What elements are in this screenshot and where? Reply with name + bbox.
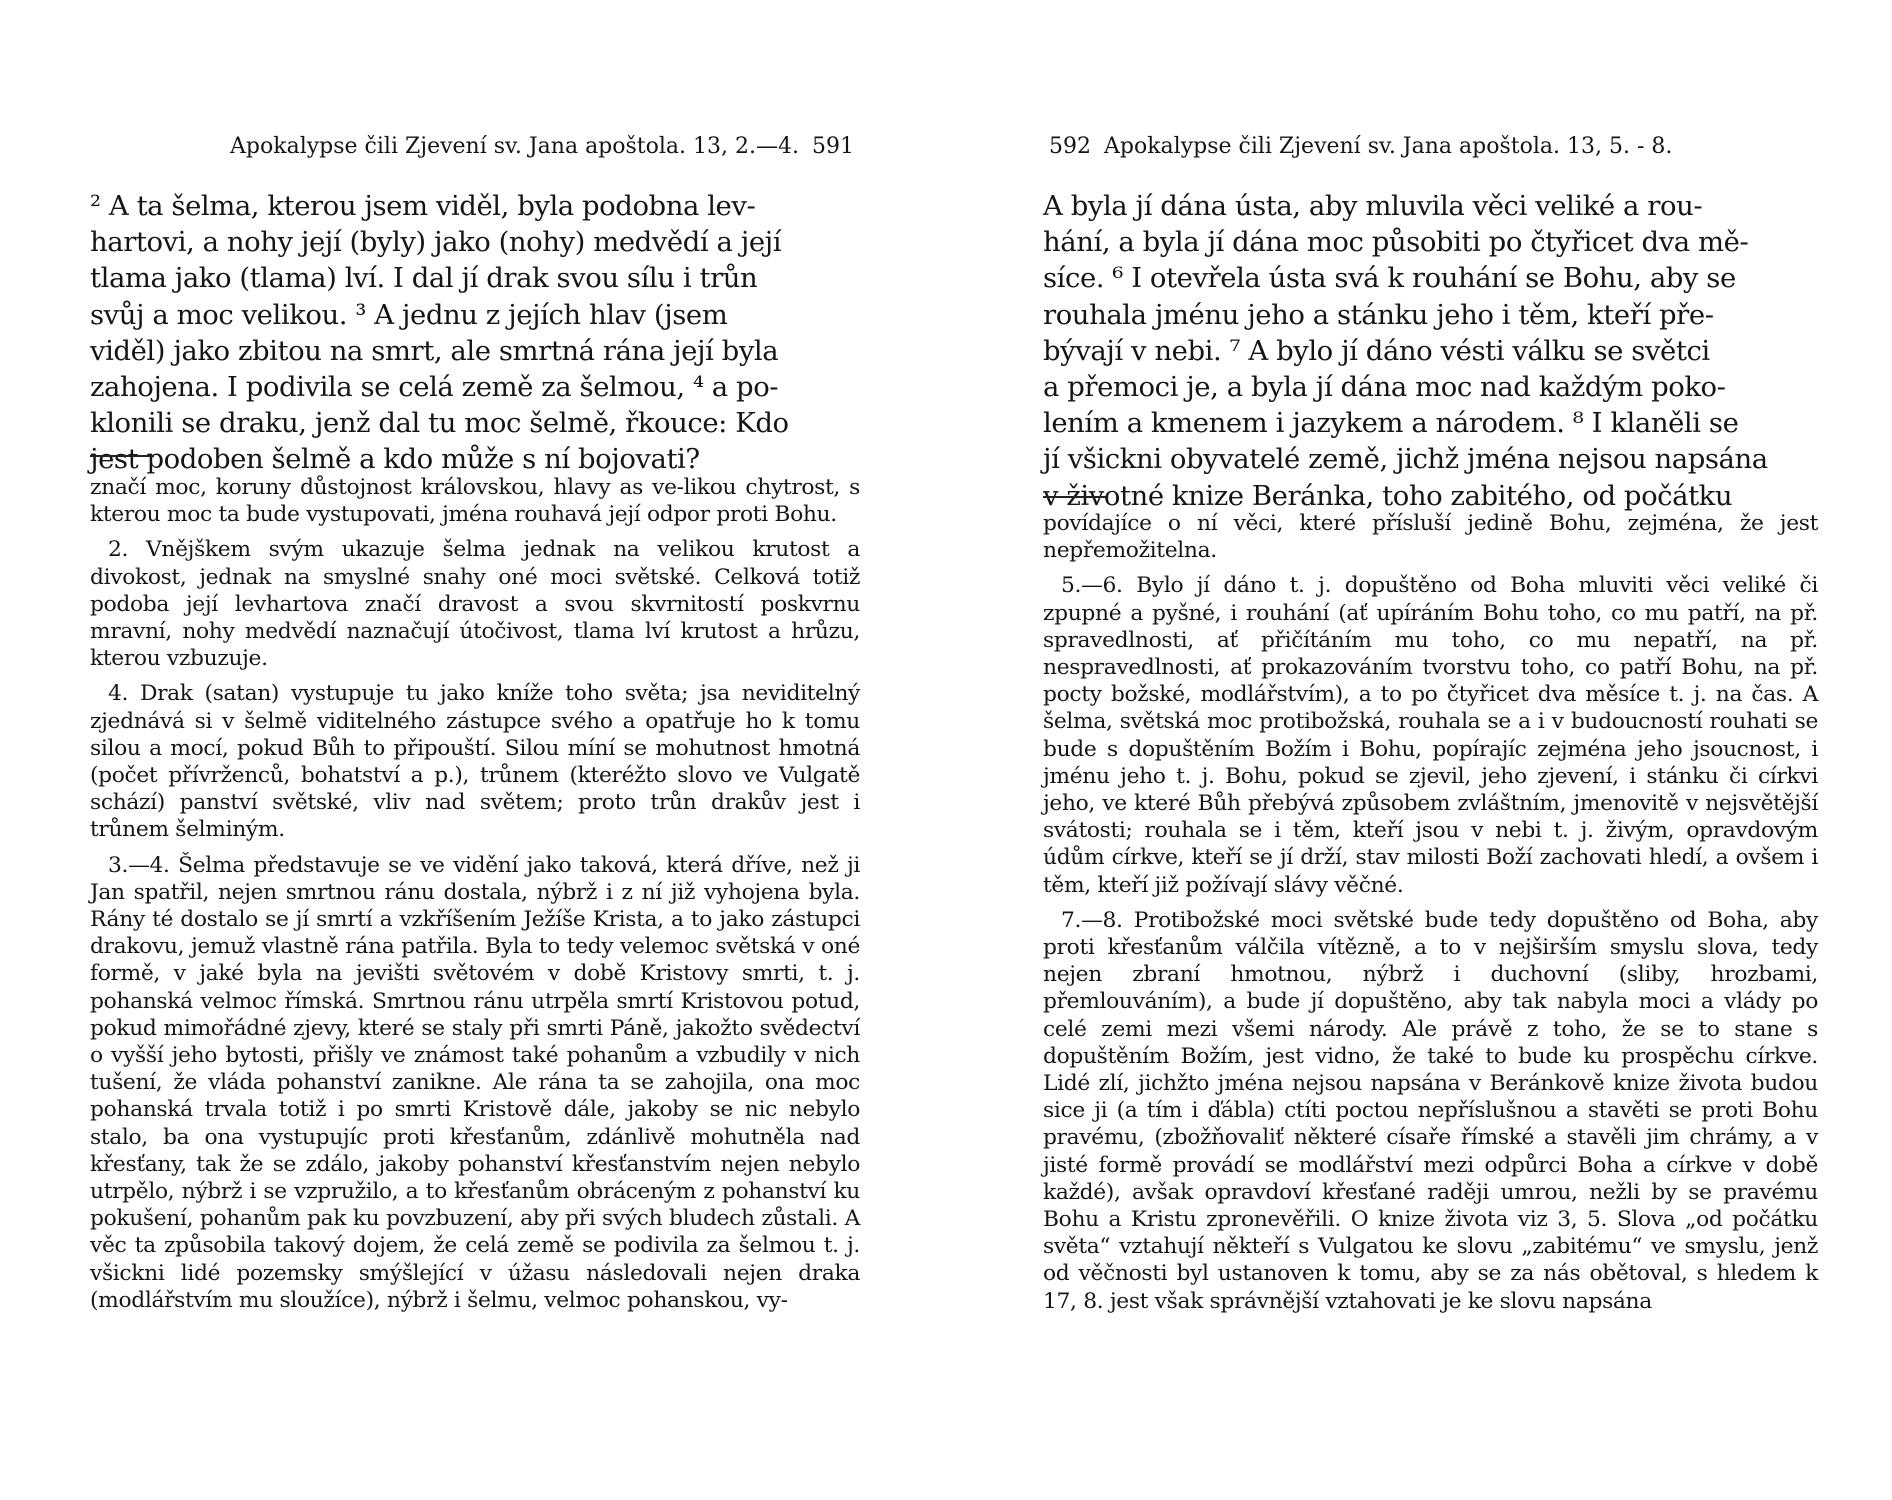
note-paragraph: 7.—8. Protibožské moci světské bude tedy dopuštěno od Boha, aby proti křesťanům válčila vítězně, a to v nejširším smyslu slova, tedy nejen zbraní hmotnou, nýbrž i duchovní (sliby, hrozbami, přemlouváním), a bude jí dopuštěno, aby tak nabyla moci a vlády po celé zemi mezi všemi národy. Ale právě z toho, že se to stane s dopuštěním Božím, jest vidno, že také to bude ku prospěchu církve. Lidé zlí, jichžto jména nejsou napsána v Beránkově knize života budou sice ji (a tím i ďábla) ctíti poctou nepříslušnou a stavěti se proti Bohu pravému, (zbožňovaliť některé císaře římské a stavěli jim chrámy, a v jisté formě provádí se modlářství mezi odpůrci Boha a církve v době každé), avšak opravdoví křesťané raději umrou, nežli by se pravému Bohu a Kristu zpronevěřili. O knize života viz 3, 5. Slova „od počátku světa“ vztahují někteří s Vulgatou ke slovu „zabitému“ ve smyslu, jenž od věčnosti byl ustanoven k tomu, aby se za nás obětoval, s hledem k 17, 8. jest však správnější vztahovati je ke slovu napsána — [1043, 907, 1818, 1314]
page-number: 591 — [812, 134, 854, 159]
verse-line: A byla jí dána ústa, aby mluvila věci veliké a rou- — [1043, 190, 1703, 222]
separator-rule — [1043, 496, 1107, 498]
scripture-verses — [1043, 188, 1818, 514]
verse-line: lením a kmenem i jazykem a národem. ⁸ I klaněli se — [1043, 407, 1739, 440]
verse-line: hání, a byla jí dána moc působiti po čtyřicet dva mě- — [1043, 226, 1749, 259]
commentary-notes — [90, 474, 860, 1322]
verse-line: viděl) jako zbitou na smrt, ale smrtná rána její byla — [90, 334, 779, 367]
left-page — [90, 0, 860, 1500]
page-number: 592 — [1049, 134, 1091, 159]
verse-line: klonili se draku, jenž dal tu moc šelmě, řkouce: Kdo — [90, 407, 789, 440]
note-paragraph: značí moc, koruny důstojnost královskou, hlavy as ve-likou chytrost, s kterou moc ta bude vystupovati, jména rouhavá její odpor proti Bohu. — [90, 475, 860, 528]
header-title: Apokalypse čili Zjevení sv. Jana apoštola. 13, 2.—4. — [230, 134, 799, 159]
note-paragraph: 2. Vnějškem svým ukazuje šelma jednak na velikou krutost a divokost, jednak na smyslné snahy oné moci světské. Celková totiž podoba její levhartova značí dravost a svou skvrnitostí poskvrnu mravní, nohy medvědí naznačují útočivost, tlama lví krutost a hrůzu, kterou vzbuzuje. — [90, 537, 860, 672]
running-header — [1043, 134, 1818, 159]
commentary-notes — [1043, 510, 1818, 1323]
scripture-verses — [90, 188, 860, 478]
verse-line: zahojena. I podivila se celá země za šelmou, ⁴ a po- — [90, 371, 779, 404]
verse-line: bývají v nebi. ⁷ A bylo jí dáno vésti válku se světci — [1043, 334, 1710, 367]
separator-rule — [90, 455, 154, 457]
note-paragraph: povídajíce o ní věci, které přísluší jedině Bohu, zejména, že jest nepřemožitelna. — [1043, 511, 1818, 564]
verse-line: svůj a moc velikou. ³ A jednu z jejích hlav (jsem — [90, 298, 728, 331]
right-page — [1043, 0, 1818, 1500]
verse-line: rouhala jménu jeho a stánku jeho i těm, kteří pře- — [1043, 298, 1714, 331]
verse-line: jest podoben šelmě a kdo může s ní bojovati? — [90, 443, 700, 476]
running-header — [90, 134, 860, 159]
verse-line: tlama jako (tlama) lví. I dal jí drak svou sílu i trůn — [90, 262, 758, 295]
note-paragraph: 4. Drak (satan) vystupuje tu jako kníže toho světa; jsa neviditelný zjednává si v šelmě viditelného zástupce svého a opatřuje ho k tomu silou a mocí, pokud Bůh to připouští. Silou míní se mohutnost hmotná (počet přívrženců, bohatství a p.), trůnem (kteréžto slovo ve Vulgatě schází) panství světské, vliv nad světem; proto trůn drakův jest i trůnem šelminým. — [90, 681, 860, 843]
note-paragraph: 5.—6. Bylo jí dáno t. j. dopuštěno od Boha mluviti věci veliké či zpupné a pyšné, i rouhání (ať upíráním Bohu toho, co mu patří, na př. spravedlnosti, ať přičítáním mu toho, co mu nepatří, na př. nespravedlnosti, ať prokazováním tvorstvu toho, co patří Bohu, na př. pocty božské, modlářstvím), a to po čtyřicet dva měsíce t. j. na čas. A šelma, světská moc protibožská, rouhala se a i v budoucností rouhati se bude s dopuštěním Božím i Bohu, popírajíc zejména jeho jsoucnost, i jménu jeho t. j. Bohu, pokud se zjevil, jeho zjevení, i stánku či církvi jeho, ve které Bůh přebývá způsobem zvláštním, jmenovitě v nejsvětější svátosti; rouhala se i těm, kteří jsou v nebi t. j. živým, opravdovým údům církve, kteří se jí drží, stav milosti Boží zachovati hledí, a ovšem i těm, kteří již požívají slávy věčné. — [1043, 573, 1818, 898]
verse-line: v životné knize Beránka, toho zabitého, od počátku — [1043, 479, 1733, 512]
verse-line: síce. ⁶ I otevřela ústa svá k rouhání se Bohu, aby se — [1043, 262, 1736, 295]
verse-line: hartovi, a nohy její (byly) jako (nohy) medvědí a její — [90, 226, 782, 259]
verse-line: ² A ta šelma, kterou jsem viděl, byla podobna lev- — [90, 190, 756, 222]
note-paragraph: 3.—4. Šelma představuje se ve vidění jako taková, která dříve, než ji Jan spatřil, nejen smrtnou ránu dostala, nýbrž i z ní již vyhojena byla. Rány té dostalo se jí smrtí a vzkříšením Ježíše Krista, a to jako zástupci drakovu, jemuž vlastně rána patřila. Byla to tedy velemoc světská v oné formě, v jaké byla na jevišti světovém v době Kristovy smrti, t. j. pohanská velmoc římská. Smrtnou ránu utrpěla smrtí Kristovou potud, pokud mimořádné zjevy, které se staly při smrti Páně, jakožto svědectví o vyšší jeho bytosti, přišly ve známost také pohanům a vzbudily v nich tušení, že vláda pohanství zaniknе. Ale rána ta se zahojila, ona moc pohanská trvala totiž i po smrti Kristově dále, jakoby se nic nebylo stalo, ba ona vystupujíc proti křesťanům, zdánlivě mohutněla nad křesťany, tak že se zdálo, jakoby pohanství křesťanstvím nejen nebylo utrpělo, nýbrž i se vzpružilo, a to křesťanům obráceným z pohanství ku pokušení, pohanům pak ku povzbuzení, aby při svých bludech zůstali. A věc ta způsobila takový dojem, že celá země se podivila za šelmou t. j. všickni lidé pozemsky smýšlející v úžasu následovali nejen draka (modlářstvím mu sloužíce), nýbrž i šelmu, velmoc pohanskou, vy- — [90, 852, 860, 1313]
verse-line: jí všickni obyvatelé země, jichž jména nejsou napsána — [1043, 443, 1768, 476]
verse-line: a přemoci je, a byla jí dána moc nad každým poko- — [1043, 371, 1726, 404]
header-title: Apokalypse čili Zjevení sv. Jana apoštola. 13, 5. - 8. — [1104, 134, 1673, 159]
